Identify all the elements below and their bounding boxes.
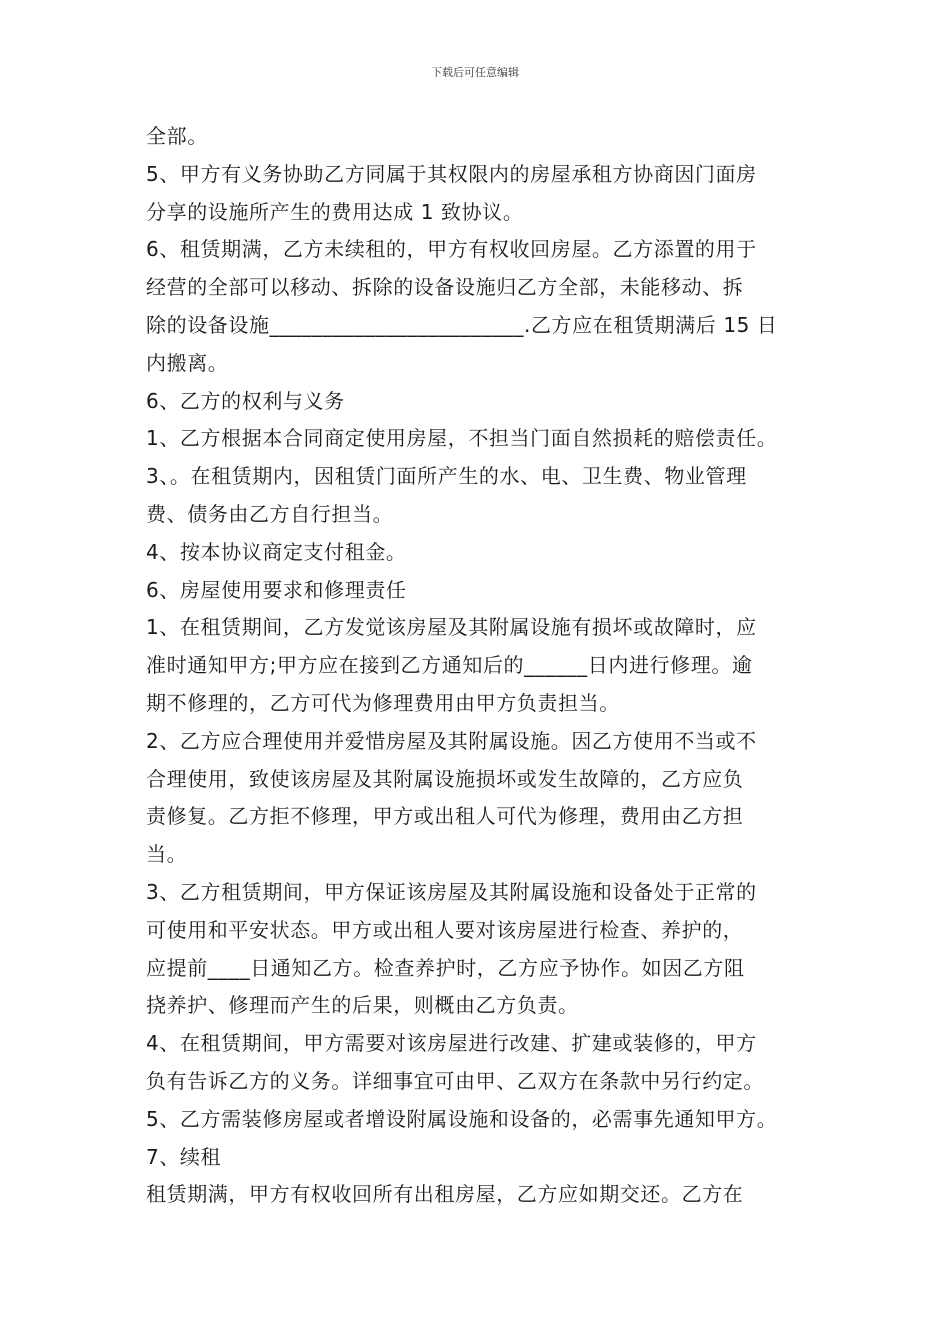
text-line: 2、乙方应合理使用并爱惜房屋及其附属设施。因乙方使用不当或不 <box>146 728 757 753</box>
text-line: 合理使用，致使该房屋及其附属设施损坏或发生故障的，乙方应负 <box>146 766 744 791</box>
text-line: 应提前____日通知乙方。检查养护时，乙方应予协作。如因乙方阻 <box>146 955 745 980</box>
page-header-note: 下载后可任意编辑 <box>431 66 519 79</box>
section-heading: 6、乙方的权利与义务 <box>146 388 345 413</box>
text-line: 挠养护、修理而产生的后果，则概由乙方负责。 <box>146 993 579 1018</box>
text-line: 3、乙方租赁期间，甲方保证该房屋及其附属设施和设备处于正常的 <box>146 879 757 904</box>
text-line: 6、租赁期满，乙方未续租的，甲方有权收回房屋。乙方添置的用于 <box>146 237 757 262</box>
text-line: 1、在租赁期间，乙方发觉该房屋及其附属设施有损坏或故障时，应 <box>146 615 757 640</box>
section-heading: 6、房屋使用要求和修理责任 <box>146 577 407 602</box>
text-line: 租赁期满，甲方有权收回所有出租房屋，乙方应如期交还。乙方在 <box>146 1182 744 1207</box>
text-line: 4、按本协议商定支付租金。 <box>146 539 407 564</box>
text-line: 经营的全部可以移动、拆除的设备设施归乙方全部，未能移动、拆 <box>146 275 744 300</box>
text-line: 分享的设施所产生的费用达成 1 致协议。 <box>146 199 524 224</box>
text-line: 准时通知甲方;甲方应在接到乙方通知后的______日内进行修理。逾 <box>146 653 753 678</box>
document-body <box>146 118 826 1214</box>
text-line: 1、乙方根据本合同商定使用房屋，不担当门面自然损耗的赔偿责任。 <box>146 426 778 451</box>
text-line: 3、。在租赁期内，因租赁门面所产生的水、电、卫生费、物业管理 <box>146 464 747 489</box>
text-line: 5、乙方需装修房屋或者增设附属设施和设备的，必需事先通知甲方。 <box>146 1106 778 1131</box>
text-line: 除的设备设施________________________.乙方应在租赁期满后 15 日 <box>146 312 778 337</box>
text-line: 当。 <box>146 842 188 867</box>
text-line: 负有告诉乙方的义务。详细事宜可由甲、乙双方在条款中另行约定。 <box>146 1068 764 1093</box>
section-heading: 7、续租 <box>146 1144 222 1169</box>
text-line: 内搬离。 <box>146 350 229 375</box>
text-line: 全部。 <box>146 124 208 148</box>
text-line: 期不修理的，乙方可代为修理费用由甲方负责担当。 <box>146 690 620 715</box>
text-line: 5、甲方有义务协助乙方同属于其权限内的房屋承租方协商因门面房 <box>146 161 757 186</box>
text-line: 责修复。乙方拒不修理，甲方或出租人可代为修理，费用由乙方担 <box>146 804 744 829</box>
text-line: 4、在租赁期间，甲方需要对该房屋进行改建、扩建或装修的，甲方 <box>146 1031 757 1056</box>
text-line: 费、债务由乙方自行担当。 <box>146 501 394 526</box>
text-line: 可使用和平安状态。甲方或出租人要对该房屋进行检查、养护的， <box>146 917 744 942</box>
